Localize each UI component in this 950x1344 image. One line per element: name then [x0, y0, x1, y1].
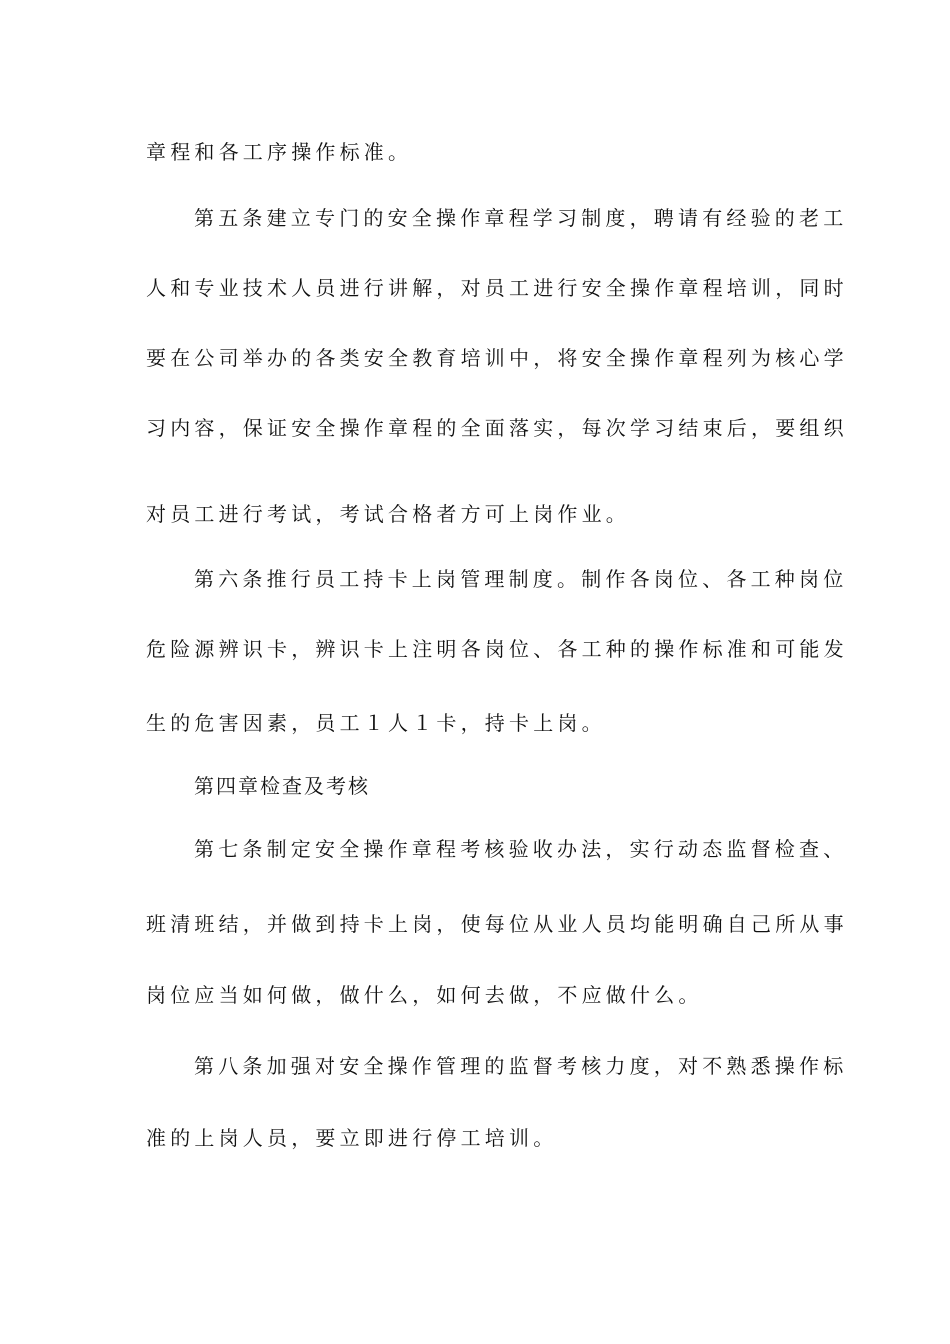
article-eight-line: 第八条加强对安全操作管理的监督考核力度，对不熟悉操作标 [194, 1054, 848, 1078]
text-line: 准的上岗人员，要立即进行停工培训。 [146, 1126, 558, 1150]
text-line: 危险源辨识卡，辨识卡上注明各岗位、各工种的操作标准和可能发 [146, 637, 848, 661]
text-line: 章程和各工序操作标准。 [146, 140, 413, 164]
text-line: 生的危害因素，员工１人１卡，持卡上岗。 [146, 711, 606, 735]
article-five-line: 第五条建立专门的安全操作章程学习制度，聘请有经验的老工 [194, 206, 848, 230]
article-seven-line: 第七条制定安全操作章程考核验收办法，实行动态监督检查、 [194, 837, 848, 861]
text-line: 习内容，保证安全操作章程的全面落实，每次学习结束后，要组织 [146, 416, 848, 440]
chapter-four-heading: 第四章检查及考核 [194, 774, 370, 798]
article-six-line: 第六条推行员工持卡上岗管理制度。制作各岗位、各工种岗位 [194, 567, 848, 591]
text-line: 人和专业技术人员进行讲解，对员工进行安全操作章程培训，同时 [146, 276, 848, 300]
text-line: 要在公司举办的各类安全教育培训中，将安全操作章程列为核心学 [146, 346, 848, 370]
text-line: 班清班结，并做到持卡上岗，使每位从业人员均能明确自己所从事 [146, 912, 848, 936]
text-line: 对员工进行考试，考试合格者方可上岗作业。 [146, 502, 630, 526]
text-line: 岗位应当如何做，做什么，如何去做，不应做什么。 [146, 983, 703, 1007]
